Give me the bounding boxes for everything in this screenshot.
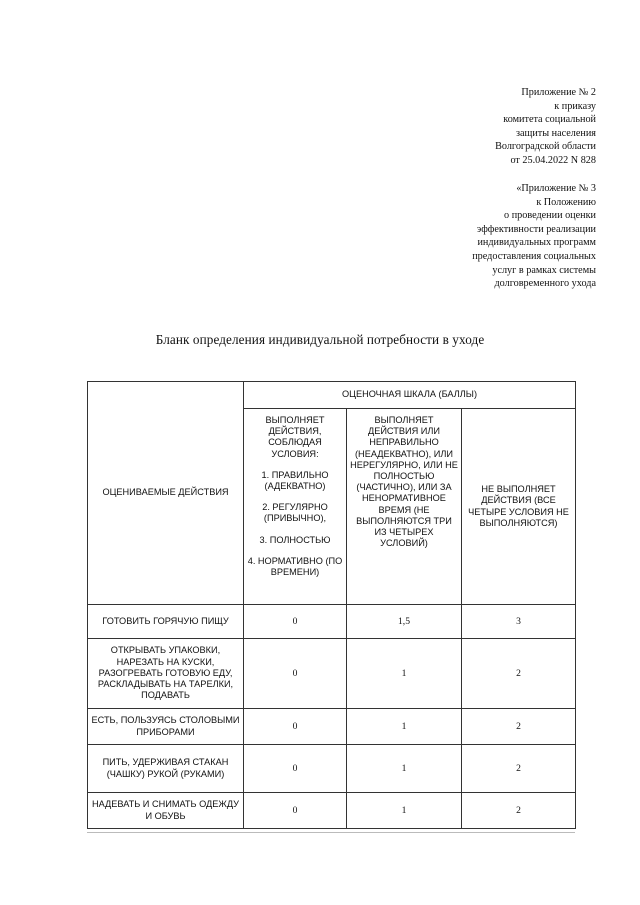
appendix-line: Приложение № 2: [521, 87, 596, 98]
header-text: 4. НОРМАТИВНО (ПО ВРЕМЕНИ): [247, 555, 343, 578]
header-text: 3. ПОЛНОСТЬЮ: [259, 534, 331, 545]
appendix-3-reference: [472, 182, 596, 291]
score-cell: 1: [347, 639, 462, 709]
score-cell: 2: [462, 793, 576, 829]
table-row: [88, 745, 576, 793]
action-cell: НАДЕВАТЬ И СНИМАТЬ ОДЕЖДУ И ОБУВЬ: [88, 793, 244, 829]
action-cell: ПИТЬ, УДЕРЖИВАЯ СТАКАН (ЧАШКУ) РУКОЙ (РУКАМИ): [88, 745, 244, 793]
action-cell: ОТКРЫВАТЬ УПАКОВКИ, НАРЕЗАТЬ НА КУСКИ, РАЗОГРЕВАТЬ ГОТОВУЮ ЕДУ, РАСКЛАДЫВАТЬ НА ТАРЕЛКИ, ПОДАВАТЬ: [88, 639, 244, 709]
score-cell: 2: [462, 745, 576, 793]
header-text: ВЫПОЛНЯЕТ ДЕЙСТВИЯ, СОБЛЮДАЯ УСЛОВИЯ:: [265, 415, 325, 459]
score-cell: 0: [244, 793, 347, 829]
header-does-not-perform: НЕ ВЫПОЛНЯЕТ ДЕЙСТВИЯ (ВСЕ ЧЕТЫРЕ УСЛОВИЯ НЕ ВЫПОЛНЯЮТСЯ): [462, 409, 576, 605]
score-cell: 2: [462, 639, 576, 709]
appendix-line: о проведении оценки: [504, 210, 596, 222]
appendix-2-reference: [495, 86, 596, 168]
appendix-line: услуг в рамках системы: [492, 264, 596, 276]
table-row: [88, 605, 576, 639]
appendix-line: эффективности реализации: [476, 223, 596, 235]
header-evaluated-actions: ОЦЕНИВАЕМЫЕ ДЕЙСТВИЯ: [88, 382, 244, 605]
appendix-line: предоставления социальных: [472, 250, 596, 262]
table-row: [88, 709, 576, 745]
score-cell: 1,5: [347, 605, 462, 639]
action-cell: ГОТОВИТЬ ГОРЯЧУЮ ПИЩУ: [88, 605, 244, 639]
appendix-line: к Положению: [536, 196, 596, 208]
score-cell: 0: [244, 605, 347, 639]
header-performs-correctly: [244, 409, 347, 605]
appendix-line: комитета социальной: [503, 114, 596, 126]
table-row: [88, 639, 576, 709]
score-cell: 3: [462, 605, 576, 639]
header-performs-partially: ВЫПОЛНЯЕТ ДЕЙСТВИЯ ИЛИ НЕПРАВИЛЬНО (НЕАДЕКВАТНО), ИЛИ НЕРЕГУЛЯРНО, ИЛИ НЕ ПОЛНОСТЬЮ (ЧАСТИЧНО), ИЛИ ЗА НЕНОРМАТИВНОЕ ВРЕМЯ (НЕ ВЫПОЛНЯЮТСЯ ТРИ ИЗ ЧЕТЫРЕХ УСЛОВИЙ): [347, 409, 462, 605]
score-cell: 1: [347, 793, 462, 829]
score-cell: 1: [347, 709, 462, 745]
header-scale: ОЦЕНОЧНАЯ ШКАЛА (БАЛЛЫ): [244, 382, 576, 409]
appendix-line: «Приложение № 3: [516, 183, 596, 194]
score-cell: 0: [244, 639, 347, 709]
assessment-table: [87, 381, 576, 829]
appendix-line: защиты населения: [515, 127, 596, 139]
appendix-line: к приказу: [554, 100, 596, 112]
score-cell: 0: [244, 709, 347, 745]
score-cell: 0: [244, 745, 347, 793]
header-text: 1. ПРАВИЛЬНО (АДЕКВАТНО): [261, 469, 329, 492]
action-cell: ЕСТЬ, ПОЛЬЗУЯСЬ СТОЛОВЫМИ ПРИБОРАМИ: [88, 709, 244, 745]
appendix-line: от 25.04.2022 N 828: [510, 154, 596, 166]
table-header-row: [88, 382, 576, 409]
table-row: [88, 793, 576, 829]
page-bottom-rule: [87, 832, 575, 833]
appendix-line: индивидуальных программ: [477, 237, 596, 249]
header-text: 2. РЕГУЛЯРНО (ПРИВЫЧНО),: [262, 502, 328, 524]
score-cell: 2: [462, 709, 576, 745]
appendix-line: Волгоградской области: [495, 141, 596, 153]
document-title: Бланк определения индивидуальной потребности в уходе: [155, 332, 485, 347]
appendix-line: долговременного ухода: [494, 278, 596, 290]
score-cell: 1: [347, 745, 462, 793]
